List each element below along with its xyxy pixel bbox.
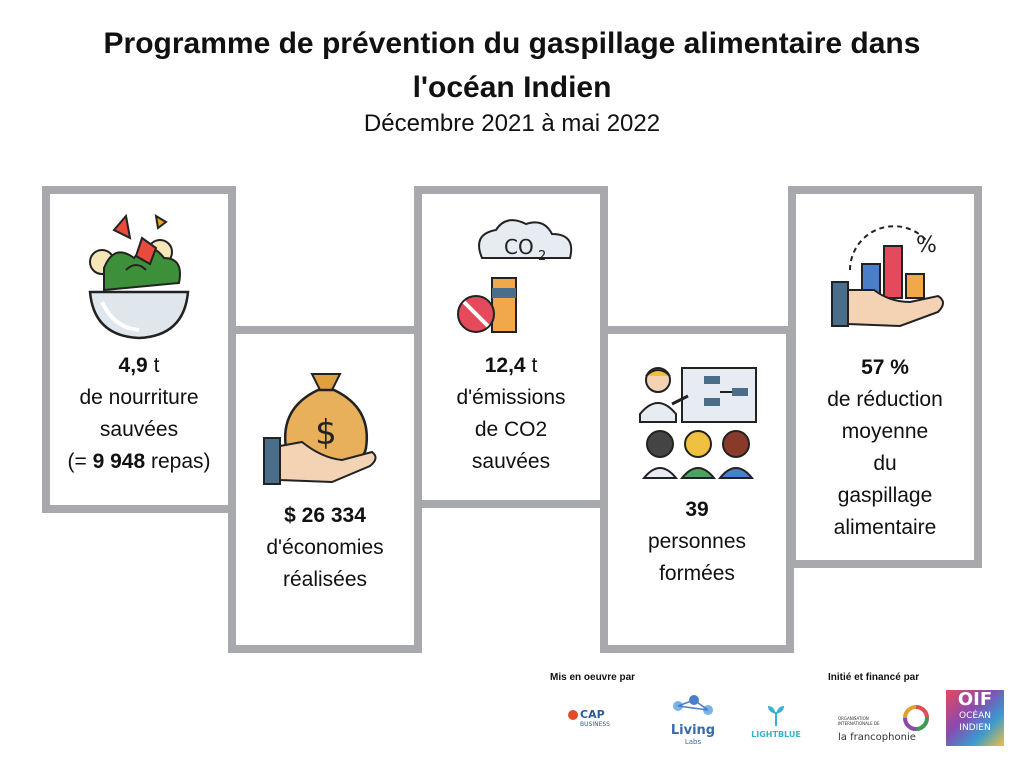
dollar-sign: $ (315, 413, 337, 453)
co2-label: CO (504, 235, 534, 259)
cap-logo-sub: BUSINESS (580, 721, 610, 728)
oif-ocean-indien-logo (946, 690, 1004, 746)
reduction-stat-line2: moyenne (841, 420, 929, 443)
savings-stat-line1: d'économies (266, 536, 384, 559)
reduction-stat-line3: du (873, 452, 897, 475)
people-stat-text (608, 494, 786, 590)
savings-stat-text (236, 500, 414, 596)
food-stat-unit: t (153, 354, 160, 377)
reduction-stat-line5: alimentaire (833, 516, 937, 539)
page-title (0, 22, 1024, 110)
living-logo-sub: Labs (684, 738, 702, 746)
network-icon (668, 694, 718, 720)
food-meals-prefix: (= (67, 450, 87, 473)
co2-stat-line3: sauvées (471, 450, 551, 473)
oif-logo-sub2: INDIEN (959, 723, 991, 733)
implemented-by-label: Mis en oeuvre par (550, 672, 636, 683)
oif-logo-text: OIF (957, 689, 993, 710)
living-logo-text: Living (670, 723, 716, 738)
francophonie-ring-icon (902, 704, 930, 732)
plant-icon (766, 704, 786, 726)
lightblue-logo (750, 704, 802, 739)
salad-bowl-icon (84, 210, 194, 340)
food-meals-value: 9 948 (92, 450, 146, 473)
training-presentation-icon (636, 364, 760, 484)
food-stat-value: 4,9 (118, 354, 148, 377)
savings-stat-line2: réalisées (282, 568, 368, 591)
funded-by-label: Initié et financé par (828, 672, 920, 683)
percentage-chart-hand-icon (830, 220, 948, 330)
percent-sign: % (916, 233, 937, 258)
co2-stat-value: 12,4 (484, 354, 526, 377)
cap-logo-text: CAP (580, 708, 605, 721)
cap-business-logo (568, 708, 622, 728)
co2-stat-line1: d'émissions (456, 386, 566, 409)
francophonie-logo (838, 704, 936, 743)
co2-stat-unit: t (531, 354, 538, 377)
people-stat-line1: personnes (647, 530, 747, 553)
oif-logo-sub1: OCÉAN (959, 711, 991, 721)
food-stat-line2: sauvées (99, 418, 179, 441)
living-labs-logo (664, 694, 722, 746)
reduction-stat-line1: de réduction (827, 388, 943, 411)
food-stat-text (50, 350, 228, 478)
page-subtitle: Décembre 2021 à mai 2022 (363, 110, 661, 137)
francophonie-text: la francophonie (838, 732, 916, 743)
cap-logo-dot-icon (568, 710, 578, 720)
reduction-stat-text (796, 352, 974, 544)
title-line-1: Programme de prévention du gaspillage alimentaire dans (103, 27, 921, 60)
francophonie-small-text: ORGANISATION INTERNATIONALE DE (838, 716, 880, 726)
people-stat-value: 39 (685, 498, 709, 521)
lightblue-logo-text: LIGHTBLUE (751, 730, 801, 739)
reduction-stat-line4: gaspillage (837, 484, 933, 507)
food-stat-line1: de nourriture (79, 386, 199, 409)
savings-stat-value: $ 26 334 (284, 504, 366, 527)
co2-factory-icon (452, 218, 576, 338)
reduction-stat-value: 57 % (861, 356, 909, 379)
co2-subscript: 2 (538, 249, 547, 264)
money-bag-hand-icon (262, 368, 380, 488)
people-stat-line2: formées (659, 562, 735, 585)
co2-stat-text (422, 350, 600, 478)
food-meals-suffix: repas) (150, 450, 211, 473)
co2-stat-line2: de CO2 (474, 418, 548, 441)
title-line-2: l'océan Indien (412, 71, 612, 104)
